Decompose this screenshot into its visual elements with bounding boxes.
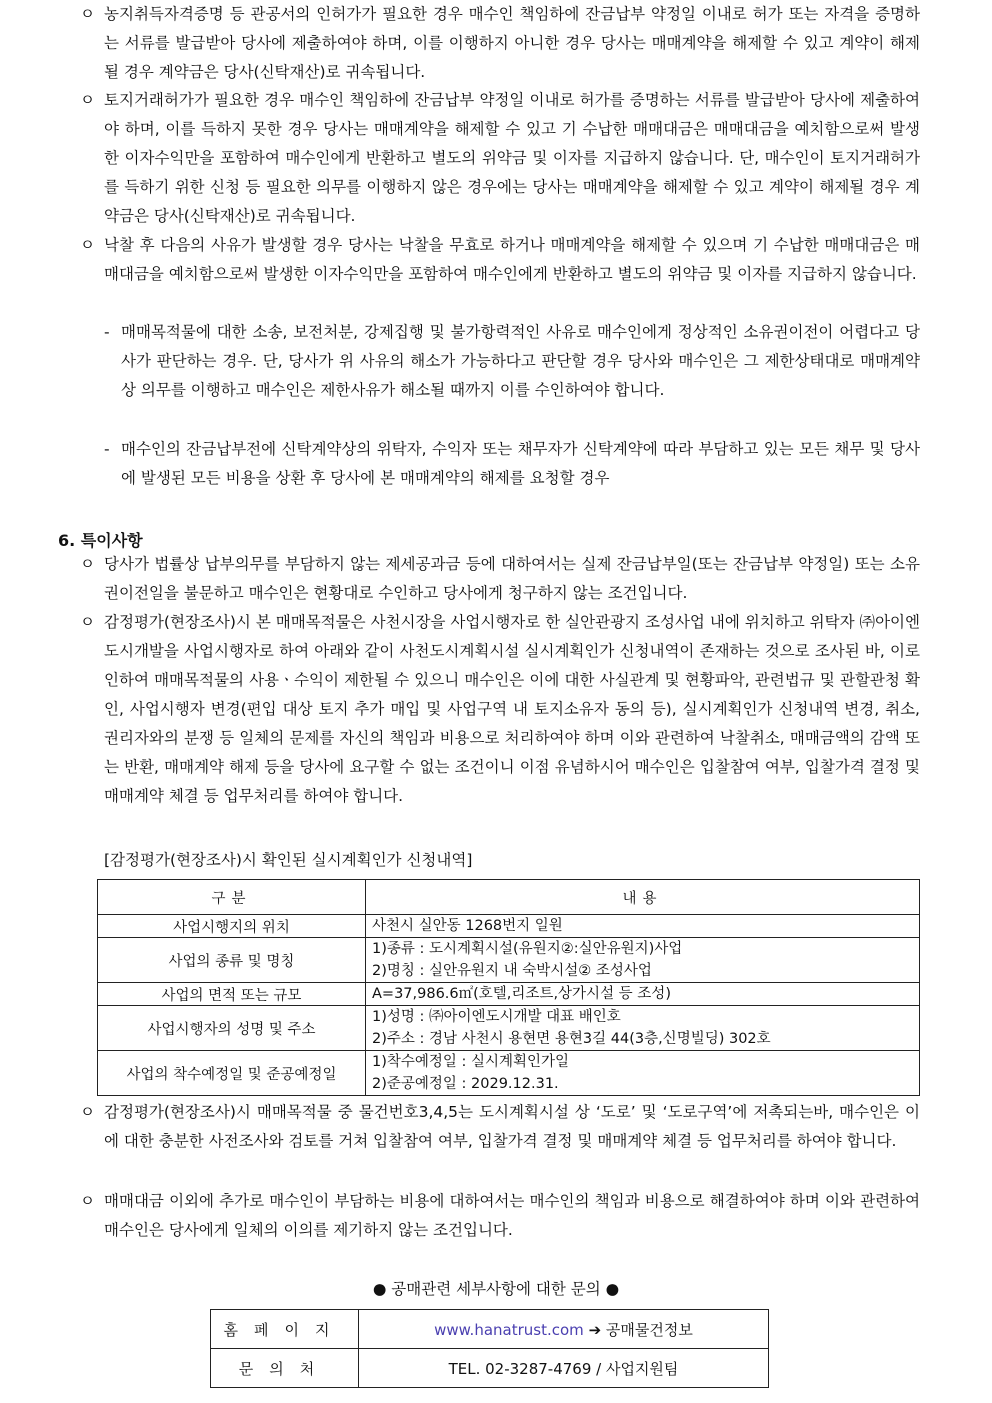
homepage-cell: [359, 1310, 769, 1349]
row-value: [366, 983, 920, 1006]
paragraph-text: 매매대금 이외에 추가로 매수인이 부담하는 비용에 대하여서는 매수인의 책임과 비용으로 해결하여야 하며 이와 관련하여 매수인은 당사에게 일체의 이의를 제기하지 않는 조건입니다.: [104, 1192, 920, 1239]
contact-row-inquiry: [211, 1349, 769, 1388]
sub-item-text: 매매목적물에 대한 소송, 보전처분, 강제집행 및 불가항력적인 사유로 매수인에게 정상적인 소유권이전이 어렵다고 당사가 판단하는 경우. 단, 당사가 위 사유의 해소가 가능하다고 판단할 경우 당사와 매수인은 그 제한상태대로 매매계약상 의무를 이행하고 매수인은 제한사유가 해소될 때까지 이를 수인하여야 합니다.: [121, 323, 920, 399]
value-line: 1)종류 : 도시계획시설(유원지②:실안유원지)사업: [372, 941, 683, 957]
table-row: [98, 915, 920, 938]
table-header-content: 내용: [366, 880, 920, 915]
paragraph-appraisal-survey: [80, 608, 920, 811]
paragraph-land-transaction-permit: [80, 86, 920, 231]
value-line: 1)성명 : ㈜아이엔도시개발 대표 배인호: [372, 1009, 621, 1025]
section-title: 6. 특이사항: [58, 531, 143, 550]
paragraph-farmland-permit: [80, 0, 920, 87]
table-row: [98, 1006, 920, 1051]
bullet-mark: ㅇ: [80, 555, 95, 573]
row-label: 사업시행자의 성명 및 주소: [98, 1006, 366, 1051]
paragraph-text: 토지거래허가가 필요한 경우 매수인 책임하에 잔금납부 약정일 이내로 허가를 증명하는 서류를 발급받아 당사에 제출하여야 하며, 이를 득하지 못한 경우 당사는 매매계약을 해제할 수 있고 기 수납한 매매대금은 매매대금을 예치함으로써 발생한 이자수익만을 포함하여 매수인에게 반환하고 별도의 위약금 및 이자를 지급하지 않습니다. 단, 매수인이 토지거래허가를 득하기 위한 신청 등 필요한 의무를 이행하지 않은 경우에는 당사는 매매계약을 해제할 수 있고 계약이 해제될 경우 계약금은 당사(신탁재산)로 귀속됩니다.: [104, 91, 920, 225]
value-line: 2)명칭 : 실안유원지 내 숙박시설② 조성사업: [372, 963, 652, 979]
row-value: [366, 938, 920, 983]
contact-title: ● 공매관련 세부사항에 대한 문의 ●: [372, 1280, 620, 1298]
row-label: 사업시행지의 위치: [98, 915, 366, 938]
inquiry-value: TEL. 02-3287-4769 / 사업지원팀: [359, 1349, 769, 1388]
homepage-link[interactable]: www.hanatrust.com: [434, 1320, 584, 1339]
table-row: [98, 938, 920, 983]
paragraph-road-restriction: [80, 1098, 920, 1156]
table-header-row: [98, 880, 920, 915]
sub-item-contract-termination: [104, 435, 920, 493]
sub-item-litigation: [104, 318, 920, 405]
paragraph-text: 감정평가(현장조사)시 본 매매목적물은 사천시장을 사업시행자로 한 실안관광지 조성사업 내에 위치하고 위탁자 ㈜아이엔도시개발을 사업시행자로 하여 아래와 같이 사천도시계획시설 실시계획인가 신청내역이 존재하는 것으로 조사된 바, 이로 인하여 매매목적물의 사용ㆍ수익이 제한될 수 있으니 매수인은 이에 대한 사실관계 및 현황파악, 관련법규 및 관할관청 확인, 사업시행자 변경(편입 대상 토지 추가 매입 및 사업구역 내 토지소유자 동의 등), 실시계획인가 신청내역 변경, 취소, 권리자와의 분쟁 등 일체의 문제를 자신의 책임과 비용으로 처리하여야 하며 이와 관련하여 낙찰취소, 매매금액의 감액 또는 반환, 매매계약 해제 등을 당사에 요구할 수 없는 조건이니 이점 유념하시어 매수인은 입찰참여 여부, 입찰가격 결정 및 매매계약 체결 등 업무처리를 하여야 합니다.: [104, 613, 920, 805]
arrow-right-icon: ➔: [588, 1320, 602, 1339]
row-label: 사업의 면적 또는 규모: [98, 983, 366, 1006]
table-row: [98, 1051, 920, 1096]
bullet-mark: ㅇ: [80, 1192, 95, 1210]
homepage-destination: 공매물건정보: [605, 1320, 693, 1339]
paragraph-text: 낙찰 후 다음의 사유가 발생할 경우 당사는 낙찰을 무효로 하거나 매매계약을 해제할 수 있으며 기 수납한 매매대금은 매매대금을 예치함으로써 발생한 이자수익만을 포함하여 매수인에게 반환하고 별도의 위약금 및 이자를 지급하지 않습니다.: [104, 236, 920, 283]
bullet-mark: ㅇ: [80, 91, 95, 109]
value-line: 2)주소 : 경남 사천시 용현면 용현3길 44(3층,신명빌딩) 302호: [372, 1031, 771, 1047]
implementation-plan-table: [97, 879, 920, 1096]
contact-table: [210, 1309, 769, 1388]
sub-item-text: 매수인의 잔금납부전에 신탁계약상의 위탁자, 수익자 또는 채무자가 신탁계약에 따라 부담하고 있는 모든 채무 및 당사에 발생된 모든 비용을 상환 후 당사에 본 매매계약의 해제를 요청할 경우: [121, 440, 920, 487]
paragraph-taxes: [80, 550, 920, 608]
paragraph-text: 당사가 법률상 납부의무를 부담하지 않는 제세공과금 등에 대하여서는 실제 잔금납부일(또는 잔금납부 약정일) 또는 소유권이전일을 불문하고 매수인은 현황대로 수인하고 당사에게 청구하지 않는 조건입니다.: [104, 555, 920, 602]
value-line: 2)준공예정일 : 2029.12.31.: [372, 1076, 559, 1092]
contact-row-homepage: [211, 1310, 769, 1349]
row-value: [366, 915, 920, 938]
paragraph-bid-invalidation: [80, 231, 920, 289]
homepage-label: 홈페이지: [211, 1310, 359, 1349]
bullet-mark: ㅇ: [80, 1103, 95, 1121]
table-row: [98, 983, 920, 1006]
dash-mark: -: [104, 440, 110, 458]
table-caption: [감정평가(현장조사)시 확인된 실시계획인가 신청내역]: [104, 851, 473, 869]
value-line: 사천시 실안동 1268번지 일원: [372, 918, 563, 934]
value-line: 1)착수예정일 : 실시계획인가일: [372, 1054, 570, 1070]
bullet-mark: ㅇ: [80, 5, 95, 23]
row-value: [366, 1006, 920, 1051]
row-value: [366, 1051, 920, 1096]
bullet-mark: ㅇ: [80, 236, 95, 254]
dash-mark: -: [104, 323, 110, 341]
row-label: 사업의 착수예정일 및 준공예정일: [98, 1051, 366, 1096]
bullet-mark: ㅇ: [80, 613, 95, 631]
inquiry-label: 문의처: [211, 1349, 359, 1388]
paragraph-text: 농지취득자격증명 등 관공서의 인허가가 필요한 경우 매수인 책임하에 잔금납부 약정일 이내로 허가 또는 자격을 증명하는 서류를 발급받아 당사에 제출하여야 하며, 이를 이행하지 아니한 경우 당사는 매매계약을 해제할 수 있고 계약이 해제될 경우 계약금은 당사(신탁재산)로 귀속됩니다.: [104, 5, 920, 81]
value-line: A=37,986.6㎡(호텔,리조트,상가시설 등 조성): [372, 986, 671, 1002]
paragraph-text: 감정평가(현장조사)시 매매목적물 중 물건번호3,4,5는 도시계획시설 상 ‘도로’ 및 ‘도로구역’에 저촉되는바, 매수인은 이에 대한 충분한 사전조사와 검토를 거쳐 입찰참여 여부, 입찰가격 결정 및 매매계약 체결 등 업무처리를 하여야 합니다.: [104, 1103, 920, 1150]
paragraph-additional-costs: [80, 1187, 920, 1245]
table-header-category: 구분: [98, 880, 366, 915]
row-label: 사업의 종류 및 명칭: [98, 938, 366, 983]
